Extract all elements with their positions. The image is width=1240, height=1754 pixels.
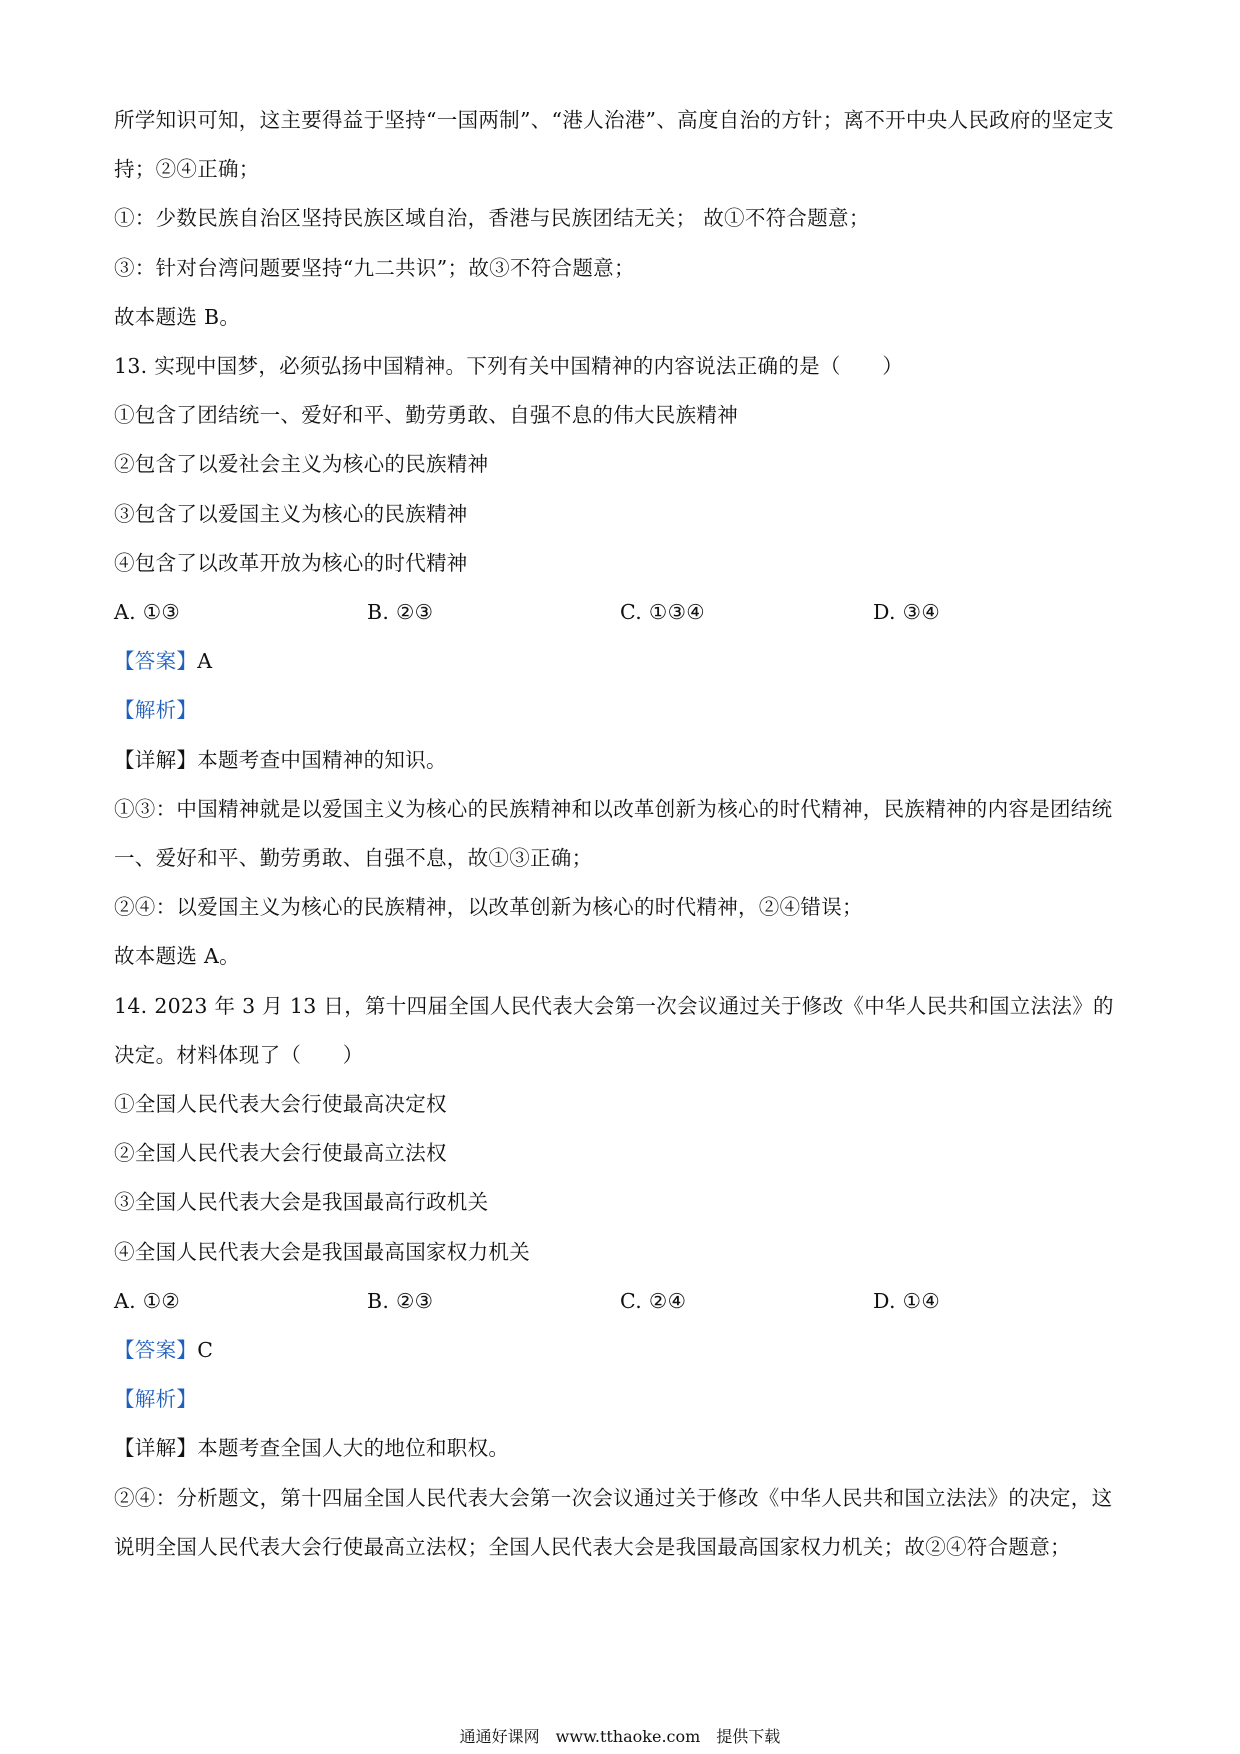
detail-label: 【详解】 — [114, 747, 198, 772]
analysis-label: 【解析】 — [114, 698, 198, 723]
option-a: A. ①③ — [114, 600, 181, 625]
detail-text: 本题考查全国人大的地位和职权。 — [197, 1436, 510, 1461]
option-c: C. ①③④ — [620, 600, 705, 625]
continuation-line: ①：少数民族自治区坚持民族区域自治，香港与民族团结无关； 故①不符合题意； — [114, 206, 870, 231]
page-content — [114, 96, 1126, 1572]
question-14-analysis — [114, 1375, 1126, 1424]
question-13-options — [114, 588, 1126, 637]
question-14-item: ②全国人民代表大会行使最高立法权 — [114, 1141, 447, 1166]
question-14-stem: 14. 2023 年 3 月 13 日，第十四届全国人民代表大会第一次会议通过关于修改《中华人民共和国立法法》的决定。材料体现了（ ） — [114, 993, 1114, 1067]
option-d: D. ③④ — [873, 600, 940, 625]
question-13-explanation: 故本题选 A。 — [114, 944, 240, 969]
question-13-item: ②包含了以爱社会主义为核心的民族精神 — [114, 452, 489, 477]
answer-label: 【答案】 — [114, 649, 198, 674]
question-14-options — [114, 1277, 1126, 1326]
question-14-item: ③全国人民代表大会是我国最高行政机关 — [114, 1190, 489, 1215]
question-13-answer — [114, 637, 1126, 686]
page-footer: 通通好课网 www.tthaoke.com 提供下载 — [459, 1727, 781, 1746]
question-14-explanation: ②④：分析题文，第十四届全国人民代表大会第一次会议通过关于修改《中华人民共和国立法法》的决定，这说明全国人民代表大会行使最高立法权；全国人民代表大会是我国最高国家权力机关；故②④符合题意； — [114, 1485, 1113, 1559]
question-13-item: ④包含了以改革开放为核心的时代精神 — [114, 550, 468, 575]
question-14-detail — [114, 1424, 1126, 1473]
question-13-stem: 13. 实现中国梦，必须弘扬中国精神。下列有关中国精神的内容说法正确的是（ ） — [114, 354, 904, 379]
answer-value: A — [197, 649, 213, 674]
question-13-analysis — [114, 686, 1126, 735]
analysis-label: 【解析】 — [114, 1387, 198, 1412]
option-c: C. ②④ — [620, 1288, 687, 1313]
question-14-item: ①全国人民代表大会行使最高决定权 — [114, 1092, 447, 1117]
option-a: A. ①② — [114, 1288, 181, 1313]
option-b: B. ②③ — [367, 600, 434, 625]
question-13-detail — [114, 736, 1126, 785]
answer-label: 【答案】 — [114, 1338, 198, 1363]
continuation-line: ③：针对台湾问题要坚持“九二共识”；故③不符合题意； — [114, 255, 635, 280]
continuation-line: 所学知识可知，这主要得益于坚持“一国两制”、“港人治港”、高度自治的方针；离不开中央人民政府的坚定支持；②④正确； — [114, 108, 1114, 182]
question-13-item: ①包含了团结统一、爱好和平、勤劳勇敢、自强不息的伟大民族精神 — [114, 403, 738, 428]
detail-text: 本题考查中国精神的知识。 — [197, 747, 447, 772]
question-14-item: ④全国人民代表大会是我国最高国家权力机关 — [114, 1239, 530, 1264]
detail-label: 【详解】 — [114, 1436, 198, 1461]
question-13-explanation: ②④：以爱国主义为核心的民族精神，以改革创新为核心的时代精神，②④错误； — [114, 895, 863, 920]
option-b: B. ②③ — [367, 1288, 434, 1313]
option-d: D. ①④ — [873, 1288, 940, 1313]
answer-value: C — [197, 1338, 214, 1363]
question-13-item: ③包含了以爱国主义为核心的民族精神 — [114, 501, 468, 526]
question-14-answer — [114, 1326, 1126, 1375]
question-13-explanation: ①③：中国精神就是以爱国主义为核心的民族精神和以改革创新为核心的时代精神，民族精神的内容是团结统一、爱好和平、勤劳勇敢、自强不息，故①③正确； — [114, 796, 1113, 871]
continuation-line: 故本题选 B。 — [114, 304, 241, 329]
